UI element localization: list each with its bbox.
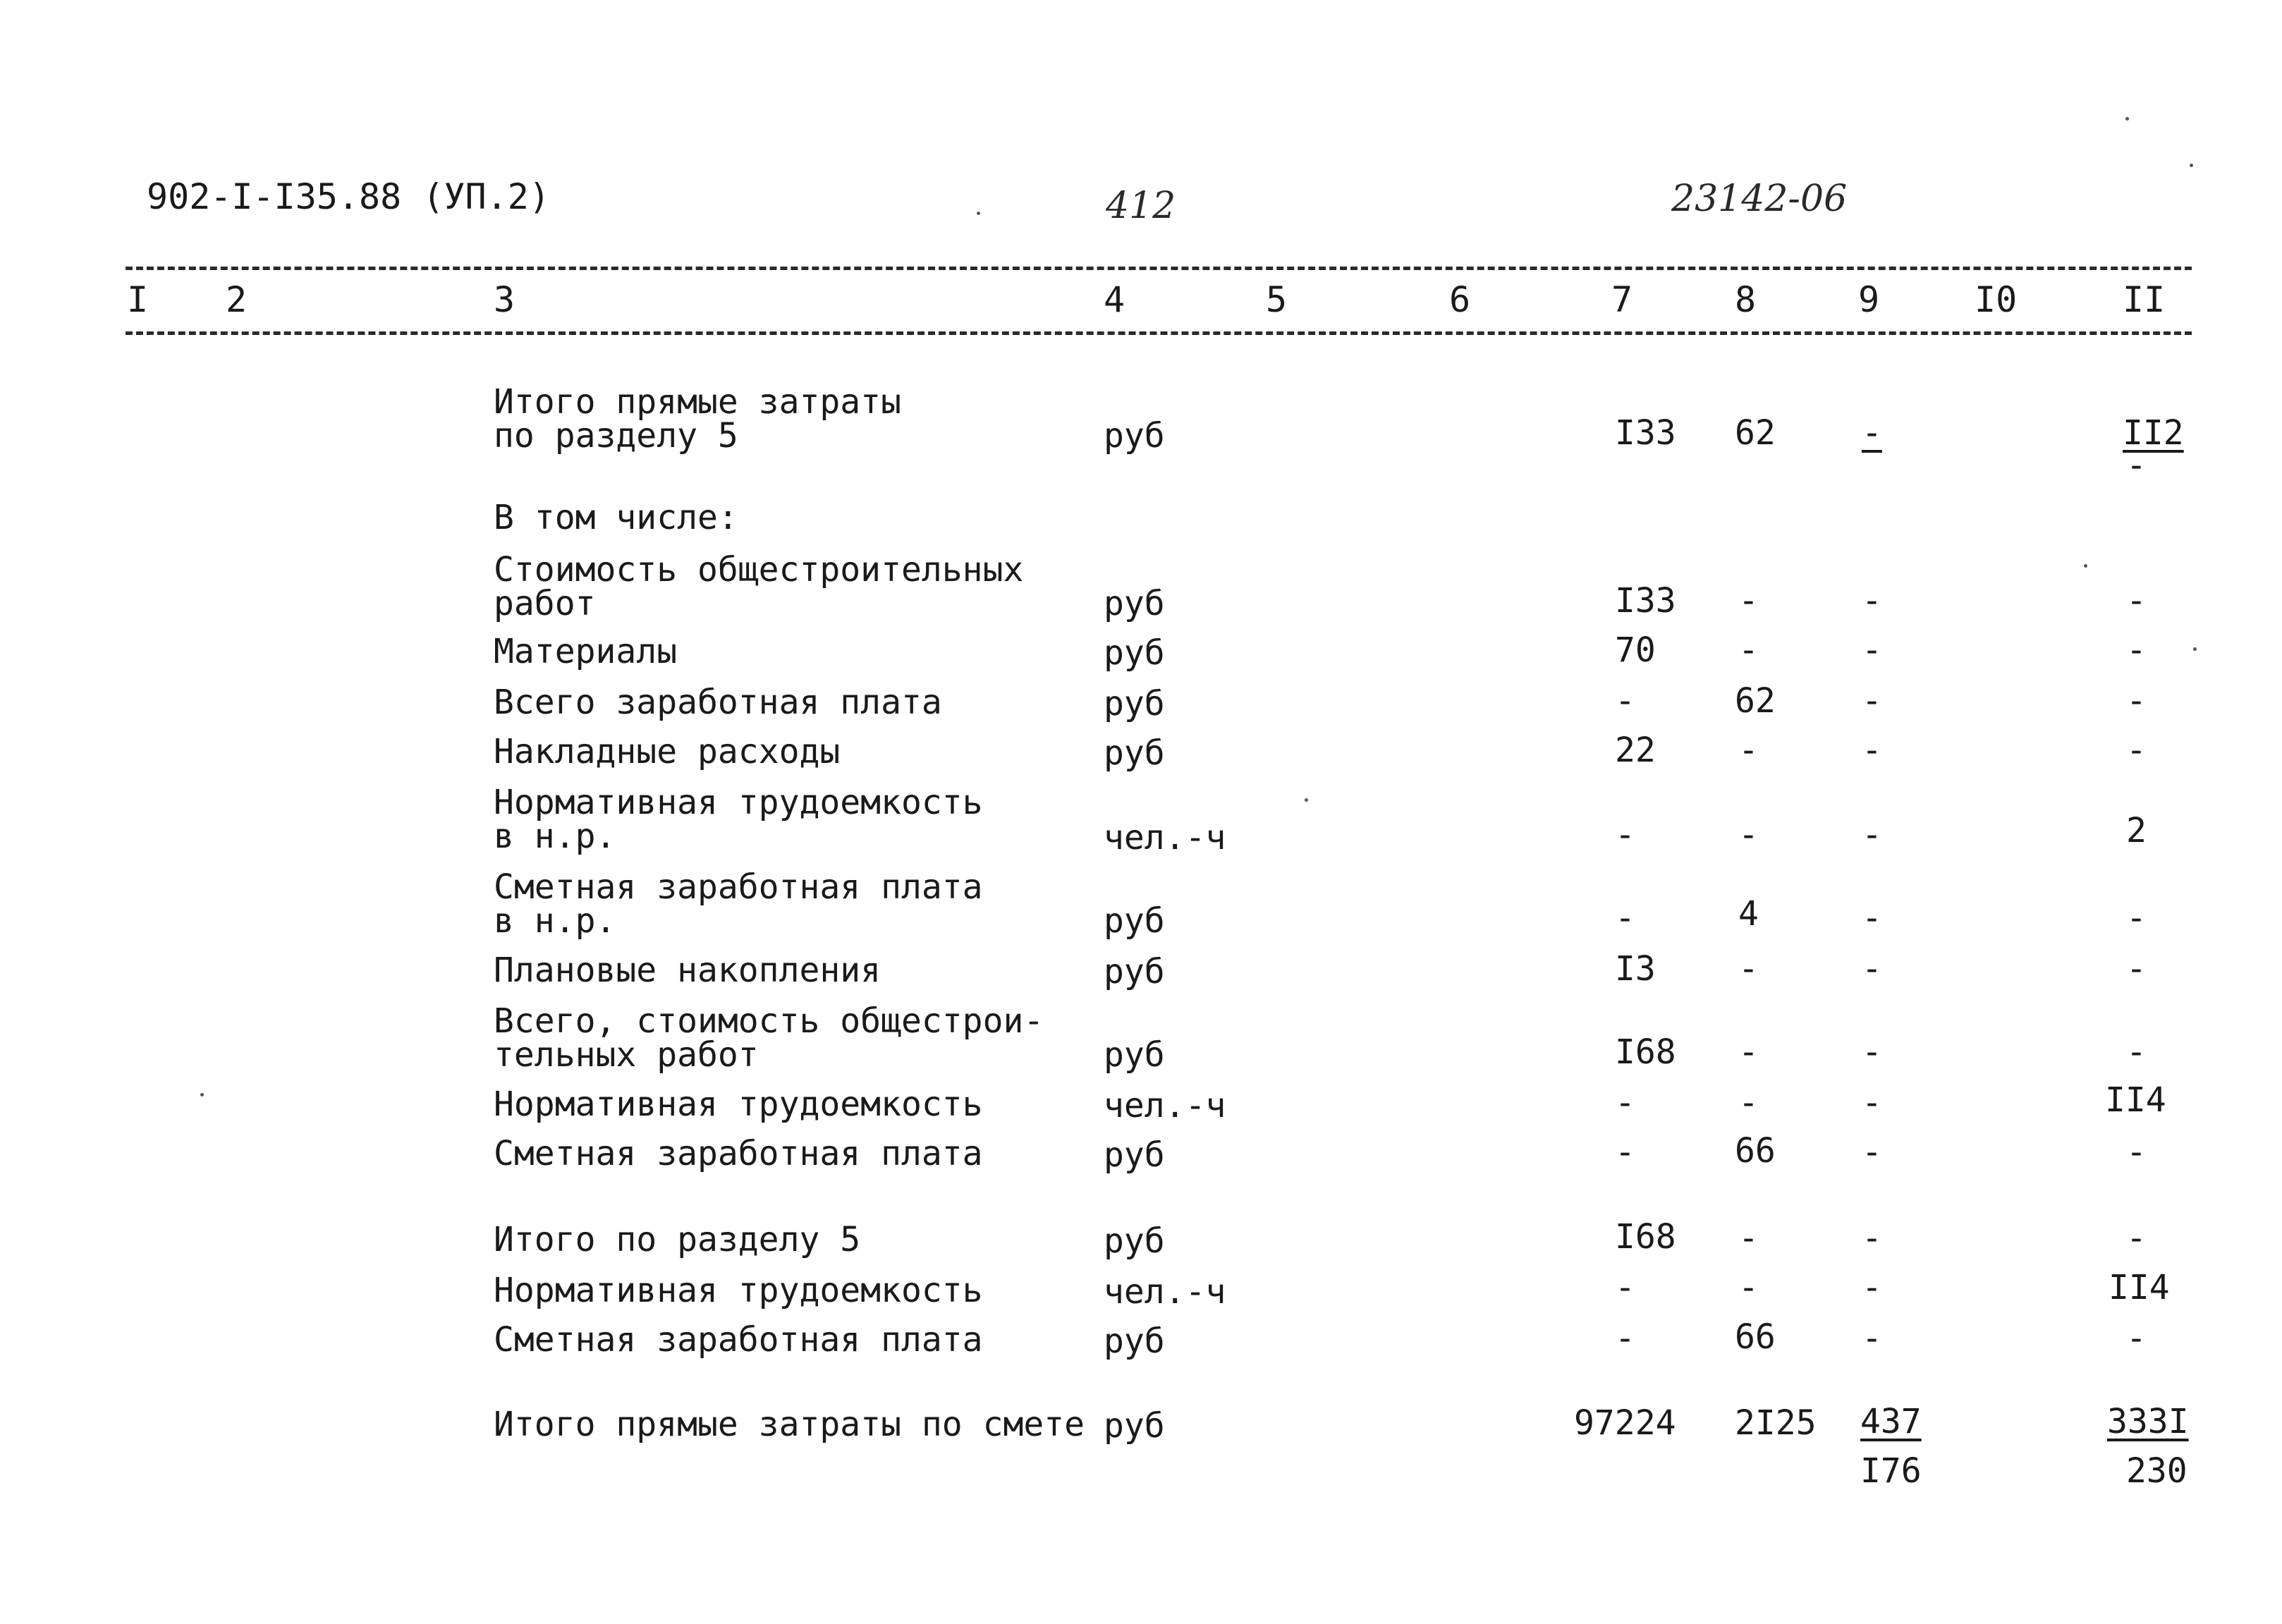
row-unit: руб <box>1104 416 1165 456</box>
row-label-line: работ <box>494 584 596 623</box>
cell-col7: 97224 <box>1574 1403 1676 1443</box>
document-code: 902-I-I35.88 (УП.2) <box>147 176 550 217</box>
scan-speck <box>2084 564 2087 568</box>
column-number: I0 <box>1975 279 2018 320</box>
cell-col11: II4 <box>2109 1268 2170 1307</box>
cell-col9: - <box>1862 581 1882 621</box>
row-label-line: Стоимость общестроительных <box>494 550 1024 590</box>
column-number: 3 <box>494 279 515 320</box>
cell-col7: - <box>1615 815 1635 855</box>
cell-col11: - <box>2126 1032 2147 1072</box>
row-unit: руб <box>1104 901 1165 941</box>
cell-col8: 4 <box>1738 894 1759 934</box>
cell-col11: - <box>2126 731 2147 770</box>
row-unit: чел.-ч <box>1104 1272 1226 1312</box>
row-unit: руб <box>1104 952 1165 991</box>
cell-col8: - <box>1738 581 1759 621</box>
cell-col7: - <box>1615 1268 1635 1307</box>
inventory-number: 23142-06 <box>1671 178 1848 220</box>
row-label-line: Итого прямые затраты <box>494 382 901 422</box>
cell-col9: - <box>1862 681 1882 721</box>
cell-col8: 66 <box>1735 1317 1776 1357</box>
row-unit: руб <box>1104 1321 1165 1361</box>
column-number: 4 <box>1104 279 1125 320</box>
row-label-line: Нормативная трудоемкость <box>494 1085 983 1124</box>
cell-col7: - <box>1615 681 1635 721</box>
row-label-line: Плановые накопления <box>494 951 881 990</box>
cell-col11: - <box>2126 630 2147 670</box>
cell-col7: I68 <box>1615 1217 1676 1257</box>
cell-col11: - <box>2126 681 2147 721</box>
cell-col11: 333I <box>2107 1402 2189 1441</box>
cell-col11: 2 <box>2126 811 2147 850</box>
cell-col11: - <box>2126 1132 2147 1172</box>
cell-col8: - <box>1738 731 1759 770</box>
cell-col7: - <box>1615 898 1635 938</box>
cell-col7: - <box>1615 1319 1635 1358</box>
scan-speck <box>2193 647 2197 651</box>
cell-col7: 22 <box>1615 731 1656 770</box>
cell-col9: - <box>1862 1319 1882 1358</box>
cell-col9: 437 <box>1860 1402 1922 1441</box>
cell-col7: I33 <box>1615 413 1676 453</box>
row-unit: руб <box>1104 1035 1165 1075</box>
header-top-rule <box>126 267 2192 270</box>
column-number: II <box>2123 279 2166 320</box>
row-unit: руб <box>1104 684 1165 724</box>
row-unit: руб <box>1104 733 1165 773</box>
cell-col8: - <box>1738 949 1759 989</box>
cell-col9-sub: I76 <box>1860 1451 1922 1491</box>
cell-col9: - <box>1862 898 1882 938</box>
cell-col11: - <box>2126 898 2147 938</box>
cell-col11: II4 <box>2105 1080 2166 1120</box>
row-unit: чел.-ч <box>1104 1086 1226 1125</box>
column-number: 9 <box>1858 279 1880 320</box>
cell-col8: 62 <box>1735 413 1776 453</box>
header-bottom-rule <box>126 331 2192 335</box>
scan-speck <box>2125 117 2129 121</box>
cell-col11: - <box>2126 1319 2147 1358</box>
column-number: I <box>127 279 149 320</box>
page-number: 412 <box>1106 185 1176 227</box>
row-label-line: Нормативная трудоемкость <box>494 1271 983 1310</box>
cell-col7: I3 <box>1615 949 1656 989</box>
row-label-line: Сметная заработная плата <box>494 1320 983 1360</box>
row-label-line: Итого прямые затраты по смете <box>494 1405 1085 1444</box>
cell-col9: - <box>1862 1032 1882 1072</box>
cell-col8: - <box>1738 815 1759 855</box>
cell-col8: - <box>1738 1219 1759 1258</box>
row-label-line: В том числе: <box>494 498 738 537</box>
cell-col9: - <box>1862 1219 1882 1258</box>
cell-col9: - <box>1862 949 1882 989</box>
row-unit: чел.-ч <box>1104 818 1226 857</box>
cell-col11: - <box>2126 949 2147 989</box>
row-unit: руб <box>1104 1135 1165 1175</box>
scan-speck <box>1305 798 1308 802</box>
cell-col7: - <box>1615 1083 1635 1123</box>
cell-col8: 62 <box>1735 681 1776 721</box>
cell-col7: - <box>1615 1132 1635 1172</box>
column-number: 5 <box>1266 279 1288 320</box>
cell-col11: - <box>2126 1219 2147 1258</box>
cell-col8: 66 <box>1735 1131 1776 1171</box>
row-unit: руб <box>1104 633 1165 673</box>
row-label-line: Всего заработная плата <box>494 683 942 722</box>
column-number: 6 <box>1449 279 1471 320</box>
column-number: 8 <box>1735 279 1757 320</box>
cell-col8: - <box>1738 630 1759 670</box>
cell-col9: - <box>1862 731 1882 770</box>
cell-col9: - <box>1862 1083 1882 1123</box>
row-unit: руб <box>1104 1406 1165 1446</box>
cell-col11-sub: - <box>2126 446 2147 485</box>
row-label-line: Сметная заработная плата <box>494 867 983 907</box>
cell-col11-sub: 230 <box>2126 1451 2188 1491</box>
row-label-line: Итого по разделу 5 <box>494 1220 861 1259</box>
row-label-line: Материалы <box>494 632 678 671</box>
row-label-line: Всего, стоимость общестрои- <box>494 1001 1044 1041</box>
row-unit: руб <box>1104 1221 1165 1261</box>
cell-col8: 2I25 <box>1735 1403 1817 1443</box>
scan-speck <box>977 212 980 215</box>
row-label-line: тельных работ <box>494 1035 759 1075</box>
scan-speck <box>200 1093 204 1097</box>
cell-col8: - <box>1738 1032 1759 1072</box>
column-number: 2 <box>226 279 248 320</box>
cell-col9: - <box>1862 815 1882 855</box>
cell-col7: 70 <box>1615 630 1656 670</box>
cell-col11: II2 <box>2123 413 2184 453</box>
row-unit: руб <box>1104 584 1165 623</box>
cell-col11: - <box>2126 581 2147 621</box>
cell-col8: - <box>1738 1083 1759 1123</box>
row-label-line: Нормативная трудоемкость <box>494 783 983 822</box>
row-label-line: Накладные расходы <box>494 732 841 771</box>
cell-col7: I68 <box>1615 1032 1676 1072</box>
scan-speck <box>2190 164 2193 167</box>
row-label-line: по разделу 5 <box>494 416 738 456</box>
cell-col7: I33 <box>1615 581 1676 621</box>
row-label-line: в н.р. <box>494 817 616 856</box>
cell-col9: - <box>1862 413 1882 453</box>
cell-col9: - <box>1862 1132 1882 1172</box>
row-label-line: в н.р. <box>494 901 616 941</box>
row-label-line: Сметная заработная плата <box>494 1134 983 1173</box>
column-number: 7 <box>1611 279 1633 320</box>
cell-col9: - <box>1862 630 1882 670</box>
cell-col9: - <box>1862 1268 1882 1307</box>
cell-col8: - <box>1738 1268 1759 1307</box>
